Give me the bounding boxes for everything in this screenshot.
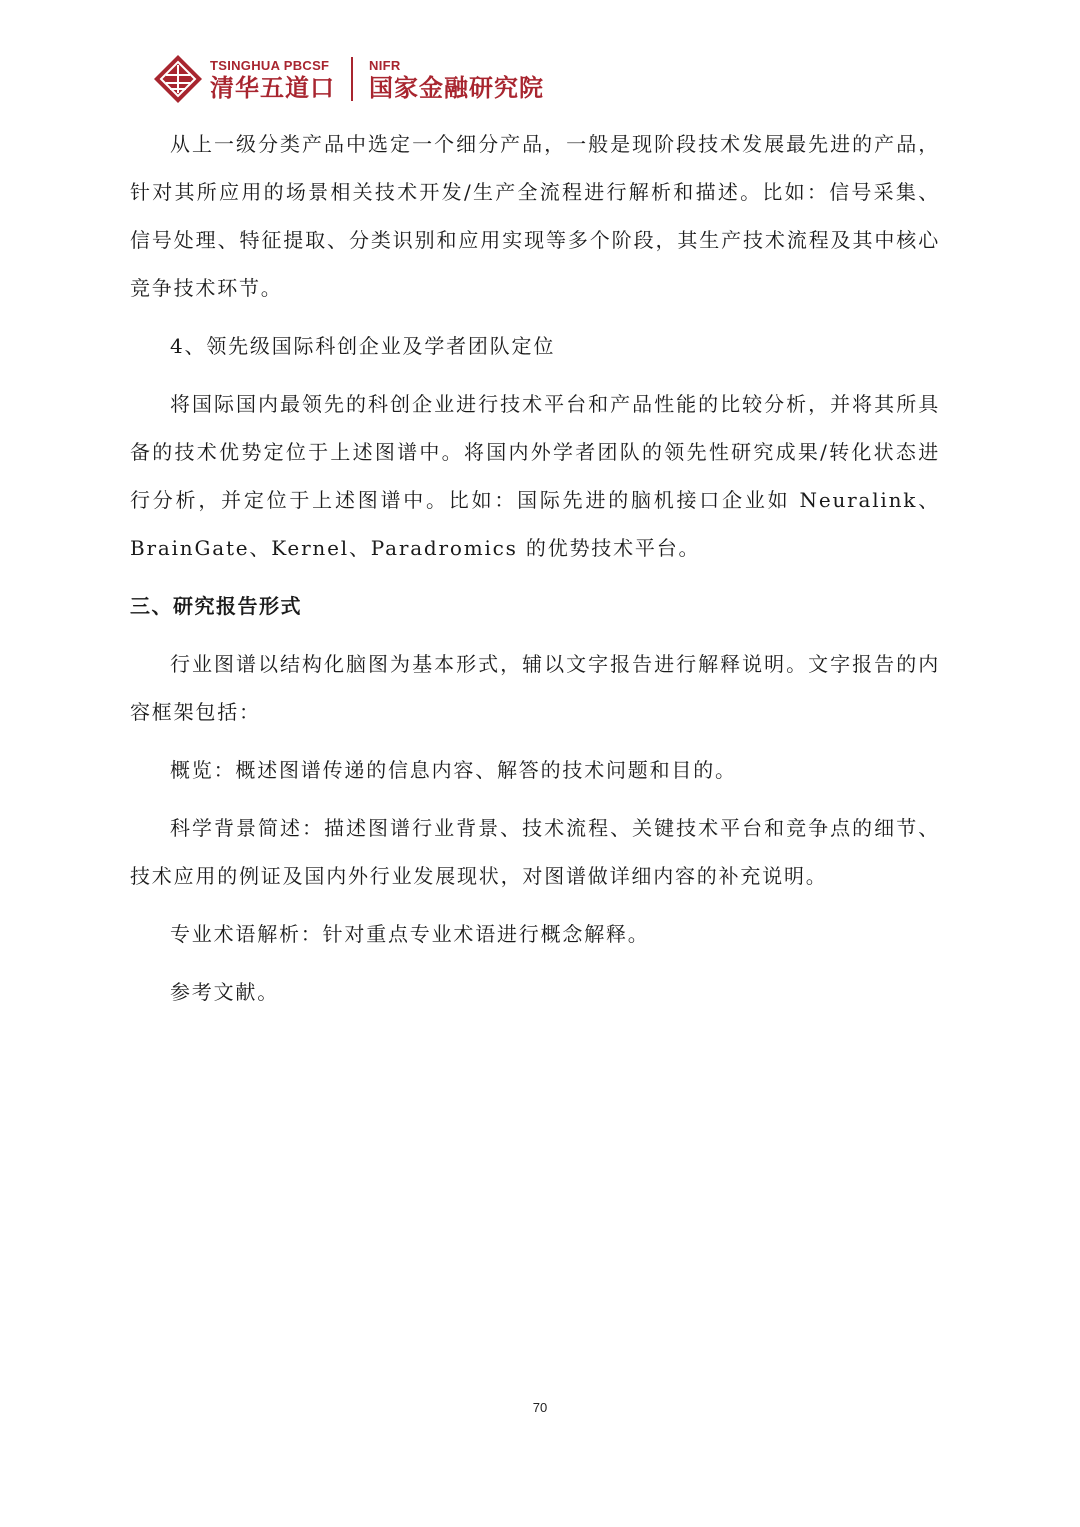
paragraph-enterprise-analysis: 将国际国内最领先的科创企业进行技术平台和产品性能的比较分析，并将其所具备的技术优势定位于上述图谱中。将国内外学者团队的领先性研究成果/转化状态进行分析，并定位于上述图谱中。比如：国际先进的脑机接口企业如 Neuralink、BrainGate、Kernel、Paradromics 的优势技术平台。 (130, 392, 940, 560)
partner-chinese: 国家金融研究院 (369, 73, 544, 102)
logo-divider (351, 57, 353, 101)
paragraph-report-format: 行业图谱以结构化脑图为基本形式，辅以文字报告进行解释说明。文字报告的内容框架包括： (130, 652, 940, 724)
logo-chinese: 清华五道口 (210, 73, 335, 102)
page-number: 70 (532, 1400, 548, 1415)
logo-english: TSINGHUA PBCSF (210, 57, 330, 73)
paragraph-product-selection: 从上一级分类产品中选定一个细分产品，一般是现阶段技术发展最先进的产品，针对其所应用的场景相关技术开发/生产全流程进行解析和描述。比如：信号采集、信号处理、特征提取、分类识别和应用实现等多个阶段，其生产技术流程及其中核心竞争技术环节。 (130, 132, 940, 300)
report-header (152, 50, 544, 108)
section-heading: 三、研究报告形式 (130, 594, 302, 618)
tsinghua-logo-icon (152, 53, 204, 105)
tsinghua-wordmark (210, 59, 335, 100)
paragraph-overview: 概览：概述图谱传递的信息内容、解答的技术问题和目的。 (170, 758, 737, 782)
subheading-enterprise-positioning: 4、领先级国际科创企业及学者团队定位 (170, 334, 556, 358)
partner-english: NIFR (369, 57, 401, 73)
paragraph-references: 参考文献。 (170, 980, 279, 1004)
nifr-wordmark (369, 59, 544, 100)
paragraph-terminology: 专业术语解析：针对重点专业术语进行概念解释。 (170, 922, 650, 946)
paragraph-science-background: 科学背景简述：描述图谱行业背景、技术流程、关键技术平台和竞争点的细节、技术应用的例证及国内外行业发展现状，对图谱做详细内容的补充说明。 (130, 816, 940, 888)
document-body (130, 120, 940, 1026)
